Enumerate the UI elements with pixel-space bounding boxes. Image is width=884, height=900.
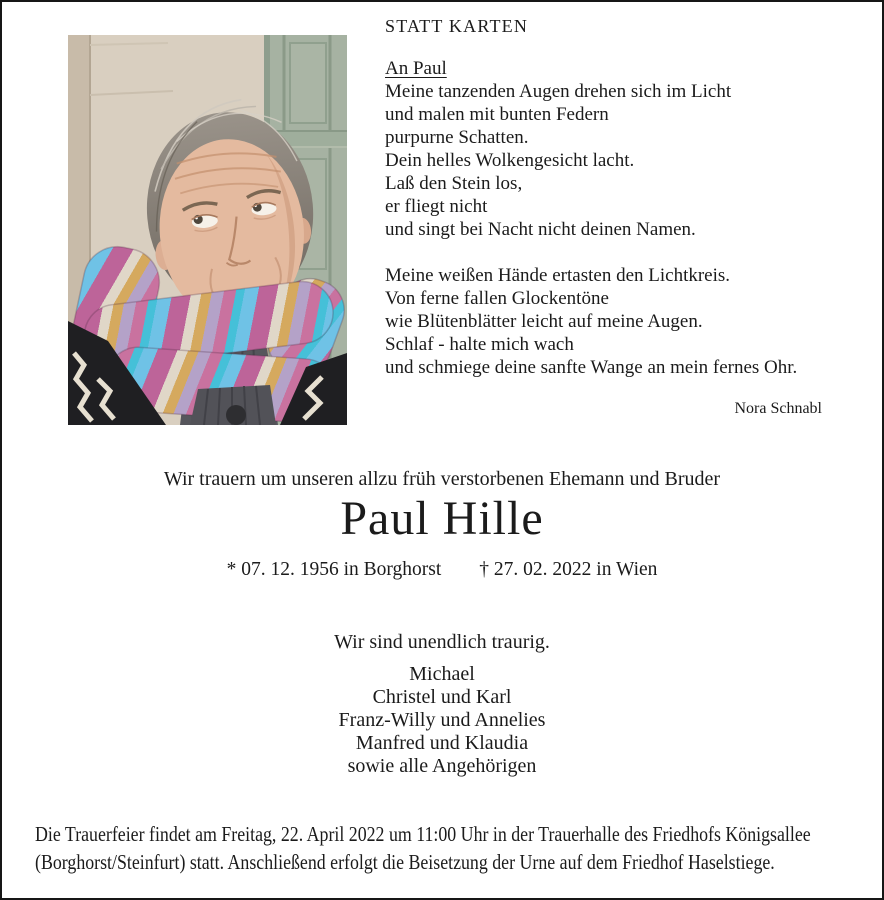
deceased-name: Paul Hille [340,492,544,545]
poem-line: Laß den Stein los, [385,173,523,194]
poem-title: An Paul [385,58,447,79]
mourner-name: Franz-Willy und Annelies [338,709,546,731]
poem-line: Dein helles Wolkengesicht lacht. [385,150,635,171]
poem-line: und malen mit bunten Federn [385,104,609,125]
poem-line: und singt bei Nacht nicht deinen Namen. [385,219,696,240]
poem [385,57,822,418]
mourner-name: Manfred und Klaudia [355,732,529,754]
poem-line: Meine tanzenden Augen drehen sich im Licht [385,81,732,102]
mourners-list [2,663,882,778]
funeral-info [35,821,855,876]
death-date: † 27. 02. 2022 in Wien [479,559,658,580]
grief-line: Wir sind unendlich traurig. [334,631,550,653]
poem-line: er fliegt nicht [385,196,488,217]
poem-line: Schlaf - halte mich wach [385,334,574,355]
poem-stanza-2 [385,264,822,379]
poem-line: und schmiege deine sanfte Wange an mein fernes Ohr. [385,357,798,378]
mourner-name: Michael [409,663,475,685]
statt-karten-header: STATT KARTEN [385,16,529,36]
mourning-line: Wir trauern um unseren allzu früh verstorbenen Ehemann und Bruder [163,468,721,490]
mourner-name: Christel und Karl [372,686,512,708]
life-dates [2,559,882,581]
poem-line: wie Blütenblätter leicht auf meine Augen. [385,311,703,332]
poem-column [385,16,822,418]
poem-line: purpurne Schatten. [385,127,529,148]
mourners-suffix: sowie alle Angehörigen [347,755,537,777]
funeral-info-line: (Borghorst/Steinfurt) statt. Anschließend erfolgt die Beisetzung der Urne auf dem Friedhof Haselstiege. [35,849,775,874]
portrait-photo [68,35,347,425]
poem-line: Meine weißen Hände ertasten den Lichtkreis. [385,265,731,286]
funeral-info-line: Die Trauerfeier findet am Freitag, 22. April 2022 um 11:00 Uhr in der Trauerhalle des Friedhofs Königsallee [35,822,811,846]
birth-date: * 07. 12. 1956 in Borghorst [226,559,442,580]
poem-line: Von ferne fallen Glockentöne [385,288,609,309]
poem-author: Nora Schnabl [734,400,822,417]
photo-scarf-tail [190,385,276,425]
portrait-photo-art [68,35,347,425]
